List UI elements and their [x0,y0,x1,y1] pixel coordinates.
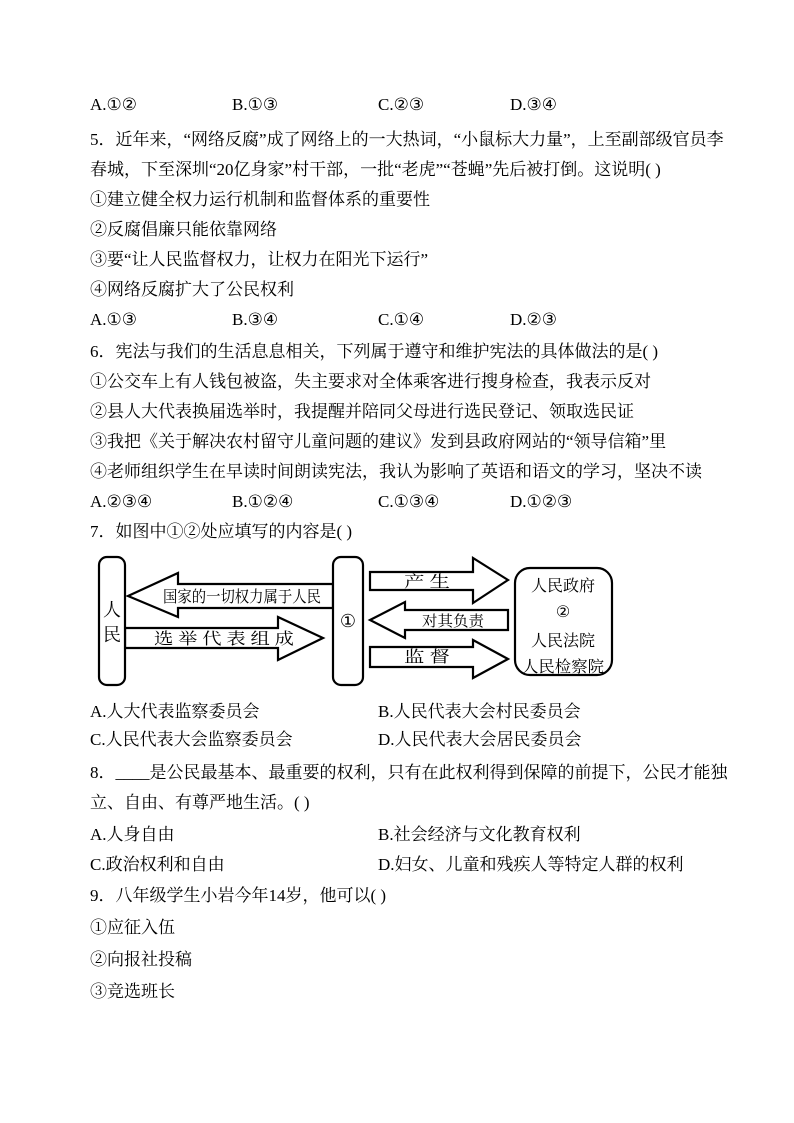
q4-option-b: B.①③ [232,95,279,114]
q6-stem: 6．宪法与我们的生活息息相关，下列属于遵守和维护宪法的具体做法的是( ) [90,342,659,361]
q7-option-d: D.人民代表大会居民委员会 [378,730,582,749]
q6-item-1: ①公交车上有人钱包被盗，失主要求对全体乘客进行搜身检查，我表示反对 [90,372,651,391]
q5-option-a: A.①③ [90,310,138,329]
q5-item-1: ①建立健全权力运行机制和监督体系的重要性 [90,190,430,209]
q7-options-row2 [90,729,714,753]
q8-option-c: C.政治权利和自由 [90,855,225,874]
q6-option-a: A.②③④ [90,492,153,511]
q8-options-row2 [90,854,714,878]
organs-box-line1: 人民政府 [530,578,596,595]
q5-stem-line1: 5．近年来，“网络反腐”成了网络上的一大热词，“小鼠标大力量”，上至副部级官员李 [90,130,724,149]
arrow-power-label: 国家的一切权力属于人民 [163,589,340,606]
q6-option-c: C.①③④ [378,492,440,511]
q4-options-row [90,94,714,118]
q5-item-3: ③要“让人民监督权力，让权力在阳光下运行” [90,250,429,269]
q6-item-2: ②县人大代表换届选举时，我提醒并陪同父母进行选民登记、领取选民证 [90,402,634,421]
q4-option-c: C.②③ [378,95,425,114]
q6-item-3: ③我把《关于解决农村留守儿童问题的建议》发到县政府网站的“领导信箱”里 [90,432,667,451]
q5-option-d: D.②③ [510,310,558,329]
arrow-produce-label: 产 生 [404,574,441,591]
q8-options-row1 [90,824,714,848]
q8-option-b: B.社会经济与文化教育权利 [378,825,581,844]
q7-option-c: C.人民代表大会监察委员会 [90,730,293,749]
q5-options-row [90,309,714,333]
organs-box-line3: 人民法院 [530,633,596,650]
q7-stem: 7．如图中①②处应填写的内容是( ) [90,522,353,541]
q4-option-d: D.③④ [510,95,558,114]
q9-stem: 9．八年级学生小岩今年14岁，他可以( ) [90,886,387,905]
organs-box-line2: ② [555,604,571,621]
q8-option-d: D.妇女、儿童和残疾人等特定人群的权利 [378,855,684,874]
arrow-supervise-label: 监 督 [404,649,441,666]
q5-stem-line2: 春城，下至深圳“20亿身家”村干部，一批“老虎”“苍蝇”先后被打倒。这说明( ) [90,160,661,179]
q4-option-a: A.①② [90,95,138,114]
q5-item-4: ④网络反腐扩大了公民权利 [90,280,294,299]
q9-item-1: ①应征入伍 [90,918,175,937]
organs-box-line4: 人民检察院 [522,659,603,676]
arrow-elect-label: 选 举 代 表 组 成 [154,631,270,648]
q6-options-row [90,491,714,515]
q6-item-4: ④老师组织学生在早读时间朗读宪法，我认为影响了英语和语文的学习，坚决不读 [90,462,702,481]
q9-item-2: ②向报社投稿 [90,950,192,969]
q8-stem-line1: 8．____是公民最基本、最重要的权利，只有在此权利得到保障的前提下，公民才能独 [90,763,728,782]
q7-option-b: B.人民代表大会村民委员会 [378,702,581,721]
people-box [99,557,125,685]
q5-option-b: B.③④ [232,310,279,329]
blank1-box-label: ① [339,611,357,631]
people-box-char1: 人 [103,600,121,620]
q7-options-row1 [90,701,714,725]
q7-option-a: A.人大代表监察委员会 [90,702,260,721]
people-box-char2: 民 [103,625,121,645]
q8-option-a: A.人身自由 [90,825,175,844]
q5-item-2: ②反腐倡廉只能依靠网络 [90,220,277,239]
q9-item-3: ③竞选班长 [90,982,175,1001]
q6-option-b: B.①②④ [232,492,294,511]
q8-stem-line2: 立、自由、有尊严地生活。( ) [90,793,310,812]
q6-option-d: D.①②③ [510,492,573,511]
q7-flow-diagram [90,550,620,692]
arrow-responsible-label: 对其负责 [422,614,483,630]
q5-option-c: C.①④ [378,310,425,329]
